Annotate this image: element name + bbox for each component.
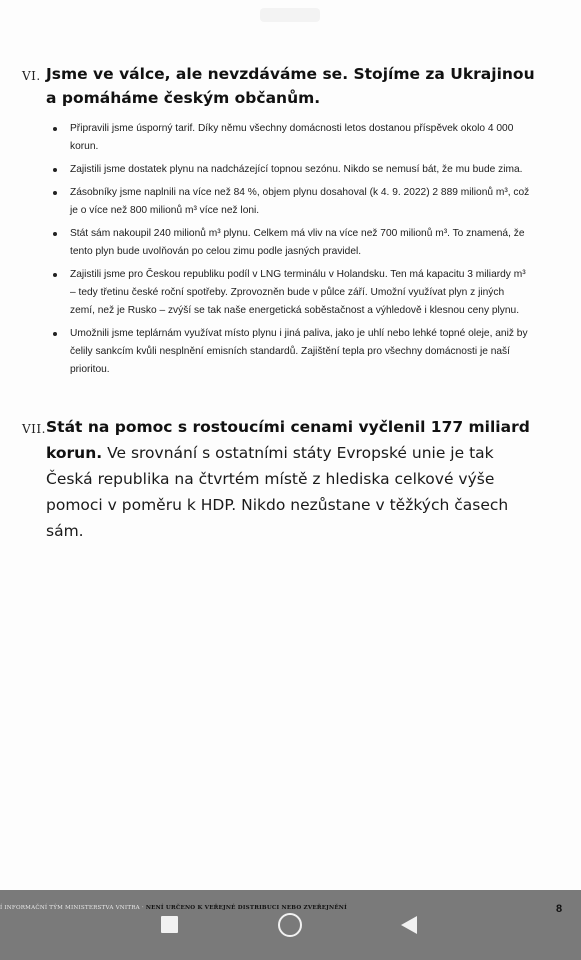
bullet-item: Umožnili jsme teplárnám využívat místo plynu i jiná paliva, jako je uhlí nebo lehké topné oleje, aniž by čelily sankcím kvůli nesplnění emisních standardů. Zajištění tepla pro všechny domácnosti je naší prioritou. <box>50 325 530 379</box>
bullet-item: Zásobníky jsme naplnili na více než 84 %, objem plynu dosahoval (k 4. 9. 2022) 2 889 milionů m³, což je o více než 800 milionů m³ více než loni. <box>50 184 530 220</box>
top-blurred-fragment <box>260 8 320 22</box>
section-heading: Jsme ve válce, ale nevzdáváme se. Stojíme za Ukrajinou a pomáháme českým občanům. <box>46 65 535 107</box>
footer-text-left: Í INFORMAČNÍ TÝM MINISTERSTVA VNITRA · <box>0 905 146 911</box>
back-triangle-icon[interactable] <box>399 915 419 935</box>
section-numeral: VII. <box>22 422 46 436</box>
footer-text-strong: NENÍ URČENO K VEŘEJNÉ DISTRIBUCI NEBO ZVEŘEJNĚNÍ <box>145 905 347 911</box>
bullet-item: Zajistili jsme pro Českou republiku podíl v LNG terminálu v Holandsku. Ten má kapacitu 3 miliardy m³ – tedy třetinu české roční spotřeby. Zprovozněn bude v půlce září. Umožní využívat plyn z jiných zemí, než je Rusko – zvýší se tak naše energetická soběstačnost a výhledově i klesnou ceny plynu. <box>50 266 530 320</box>
bullet-item: Zajistili jsme dostatek plynu na nadcházející topnou sezónu. Nikdo se nemusí bát, že mu bude zima. <box>50 161 530 179</box>
section-heading-bold: Stát na pomoc s rostoucími cenami vyčlenil 177 miliard korun. <box>46 418 530 462</box>
page-number: 8 <box>556 903 563 915</box>
bullet-item: Připravili jsme úsporný tarif. Díky němu všechny domácnosti letos dostanou příspěvek okolo 4 000 korun. <box>50 120 530 156</box>
bullet-item: Stát sám nakoupil 240 milionů m³ plynu. Celkem má vliv na více než 700 milionů m³. To znamená, že tento plyn bude uvolňován po celou zimu podle jasných pravidel. <box>50 225 530 261</box>
home-circle-icon[interactable] <box>278 913 302 937</box>
bullet-list <box>50 120 530 384</box>
section-paragraph <box>46 414 541 544</box>
section-numeral: VI. <box>22 69 41 83</box>
recents-square-icon[interactable] <box>161 916 178 933</box>
section-body-text: Ve srovnání s ostatními státy Evropské unie je tak Česká republika na čtvrtém místě z hlediska celkové výše pomoci v poměru k HDP. Nikdo nezůstane v těžkých časech sám. <box>46 444 509 540</box>
footer-disclaimer <box>0 905 347 911</box>
